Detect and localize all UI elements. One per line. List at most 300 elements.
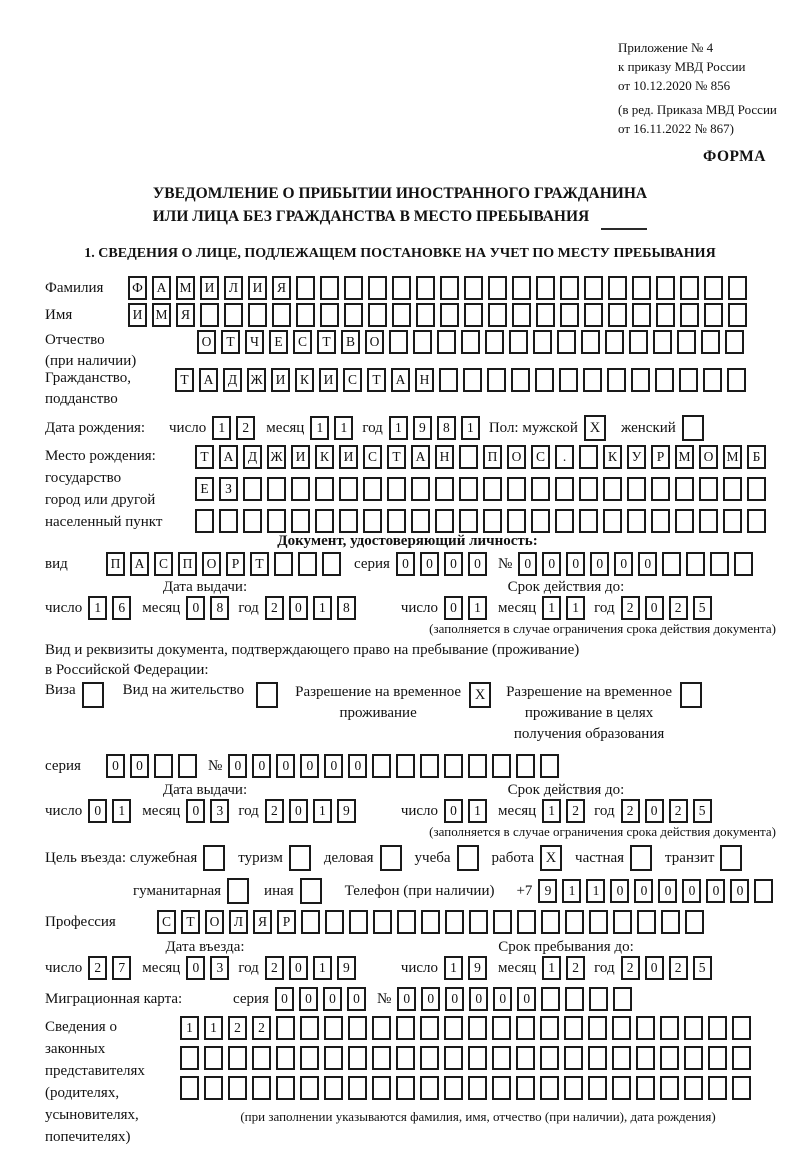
char-cell[interactable] [581,330,600,354]
char-cell[interactable] [564,1016,583,1040]
char-cell[interactable] [324,1016,343,1040]
char-cell[interactable] [320,303,339,327]
char-cell[interactable] [291,509,310,533]
char-cell[interactable] [516,1046,535,1070]
char-cell[interactable] [324,1046,343,1070]
char-cell[interactable]: 0 [645,799,664,823]
char-cell[interactable]: М [675,445,694,469]
char-cell[interactable] [629,330,648,354]
char-cell[interactable] [708,1076,727,1100]
char-cell[interactable] [420,1016,439,1040]
char-cell[interactable] [555,477,574,501]
char-cell[interactable] [559,368,578,392]
char-cell[interactable]: 9 [337,799,356,823]
char-cell[interactable]: 0 [396,552,415,576]
char-cell[interactable]: 0 [420,552,439,576]
char-cell[interactable] [274,552,293,576]
char-cell[interactable]: 0 [634,879,653,903]
char-cell[interactable]: 2 [669,956,688,980]
char-cell[interactable]: Н [435,445,454,469]
char-cell[interactable] [675,509,694,533]
char-cell[interactable] [584,276,603,300]
char-cell[interactable]: С [293,330,312,354]
char-cell[interactable]: 1 [334,416,353,440]
char-cell[interactable]: О [197,330,216,354]
char-cell[interactable] [219,509,238,533]
char-cell[interactable] [252,1046,271,1070]
char-cell[interactable] [483,477,502,501]
char-cell[interactable]: 9 [413,416,432,440]
char-cell[interactable] [540,1016,559,1040]
char-cell[interactable] [655,368,674,392]
char-cell[interactable]: 7 [112,956,131,980]
char-cell[interactable]: 0 [638,552,657,576]
char-cell[interactable]: 0 [645,596,664,620]
char-cell[interactable] [324,1076,343,1100]
char-cell[interactable]: П [106,552,125,576]
char-cell[interactable]: П [178,552,197,576]
char-cell[interactable]: Т [387,445,406,469]
char-cell[interactable] [612,1076,631,1100]
char-cell[interactable]: 1 [88,596,107,620]
char-cell[interactable]: 0 [347,987,366,1011]
char-cell[interactable] [493,910,512,934]
char-cell[interactable] [296,303,315,327]
char-cell[interactable]: 9 [468,956,487,980]
char-cell[interactable]: 1 [542,799,561,823]
char-cell[interactable] [492,1076,511,1100]
char-cell[interactable] [272,303,291,327]
residence-permit-checkbox[interactable] [256,682,278,708]
char-cell[interactable]: 0 [275,987,294,1011]
char-cell[interactable] [464,303,483,327]
male-checkbox[interactable]: X [584,415,606,441]
char-cell[interactable]: У [627,445,646,469]
char-cell[interactable]: М [152,303,171,327]
char-cell[interactable]: А [411,445,430,469]
char-cell[interactable] [675,477,694,501]
char-cell[interactable] [656,276,675,300]
char-cell[interactable] [444,754,463,778]
char-cell[interactable]: О [699,445,718,469]
char-cell[interactable]: С [531,445,550,469]
char-cell[interactable]: Т [181,910,200,934]
char-cell[interactable] [315,509,334,533]
char-cell[interactable]: 0 [517,987,536,1011]
char-cell[interactable] [557,330,576,354]
char-cell[interactable]: 5 [693,799,712,823]
char-cell[interactable]: 0 [658,879,677,903]
char-cell[interactable] [291,477,310,501]
char-cell[interactable] [507,477,526,501]
char-cell[interactable] [512,303,531,327]
char-cell[interactable] [734,552,753,576]
char-cell[interactable] [492,1046,511,1070]
char-cell[interactable] [588,1076,607,1100]
char-cell[interactable] [228,1076,247,1100]
char-cell[interactable] [348,1016,367,1040]
char-cell[interactable] [583,368,602,392]
char-cell[interactable] [228,1046,247,1070]
char-cell[interactable] [613,910,632,934]
char-cell[interactable]: 0 [186,596,205,620]
char-cell[interactable] [613,987,632,1011]
study-checkbox[interactable] [457,845,479,871]
char-cell[interactable] [651,477,670,501]
char-cell[interactable]: 9 [337,956,356,980]
char-cell[interactable] [322,552,341,576]
char-cell[interactable] [459,509,478,533]
char-cell[interactable]: О [205,910,224,934]
char-cell[interactable] [483,509,502,533]
char-cell[interactable] [680,276,699,300]
char-cell[interactable] [488,303,507,327]
char-cell[interactable]: Т [221,330,240,354]
char-cell[interactable] [680,303,699,327]
char-cell[interactable] [416,276,435,300]
char-cell[interactable]: К [315,445,334,469]
char-cell[interactable] [298,552,317,576]
char-cell[interactable] [541,910,560,934]
char-cell[interactable] [699,477,718,501]
char-cell[interactable] [512,276,531,300]
char-cell[interactable]: 2 [621,956,640,980]
char-cell[interactable]: Д [243,445,262,469]
char-cell[interactable]: 1 [313,799,332,823]
char-cell[interactable]: 1 [586,879,605,903]
char-cell[interactable] [368,303,387,327]
char-cell[interactable]: 0 [590,552,609,576]
char-cell[interactable] [540,754,559,778]
char-cell[interactable]: 0 [323,987,342,1011]
char-cell[interactable] [339,509,358,533]
char-cell[interactable] [607,368,626,392]
char-cell[interactable] [632,303,651,327]
char-cell[interactable] [459,477,478,501]
char-cell[interactable] [660,1076,679,1100]
char-cell[interactable]: С [363,445,382,469]
char-cell[interactable]: 1 [212,416,231,440]
char-cell[interactable] [243,509,262,533]
tourism-checkbox[interactable] [289,845,311,871]
char-cell[interactable] [516,1076,535,1100]
char-cell[interactable] [440,303,459,327]
char-cell[interactable]: И [200,276,219,300]
char-cell[interactable]: 0 [645,956,664,980]
char-cell[interactable] [701,330,720,354]
char-cell[interactable] [468,754,487,778]
char-cell[interactable] [636,1046,655,1070]
char-cell[interactable] [444,1016,463,1040]
char-cell[interactable] [747,509,766,533]
char-cell[interactable]: 1 [180,1016,199,1040]
char-cell[interactable] [420,1076,439,1100]
char-cell[interactable]: 0 [186,799,205,823]
char-cell[interactable]: И [128,303,147,327]
char-cell[interactable] [396,1076,415,1100]
char-cell[interactable] [435,509,454,533]
char-cell[interactable] [420,1046,439,1070]
char-cell[interactable] [732,1046,751,1070]
char-cell[interactable] [397,910,416,934]
char-cell[interactable] [684,1016,703,1040]
char-cell[interactable] [464,276,483,300]
char-cell[interactable] [703,368,722,392]
char-cell[interactable] [439,368,458,392]
char-cell[interactable] [276,1076,295,1100]
char-cell[interactable] [686,552,705,576]
char-cell[interactable] [661,910,680,934]
char-cell[interactable]: В [341,330,360,354]
transit-checkbox[interactable] [720,845,742,871]
char-cell[interactable]: Я [176,303,195,327]
char-cell[interactable] [468,1046,487,1070]
char-cell[interactable] [704,276,723,300]
char-cell[interactable]: 3 [210,956,229,980]
char-cell[interactable] [754,879,773,903]
char-cell[interactable]: 0 [493,987,512,1011]
temp-residence-checkbox[interactable]: X [469,682,491,708]
char-cell[interactable] [348,1046,367,1070]
char-cell[interactable]: 0 [348,754,367,778]
char-cell[interactable]: 2 [265,956,284,980]
char-cell[interactable] [468,1016,487,1040]
char-cell[interactable] [536,276,555,300]
char-cell[interactable]: К [603,445,622,469]
char-cell[interactable]: Р [226,552,245,576]
char-cell[interactable] [685,910,704,934]
char-cell[interactable]: Е [195,477,214,501]
char-cell[interactable]: Т [250,552,269,576]
char-cell[interactable]: Т [317,330,336,354]
char-cell[interactable] [463,368,482,392]
char-cell[interactable] [387,477,406,501]
char-cell[interactable] [492,754,511,778]
char-cell[interactable] [660,1046,679,1070]
char-cell[interactable] [723,509,742,533]
char-cell[interactable] [589,910,608,934]
visa-checkbox[interactable] [82,682,104,708]
char-cell[interactable]: Ж [267,445,286,469]
char-cell[interactable]: 0 [324,754,343,778]
char-cell[interactable] [516,1016,535,1040]
char-cell[interactable]: Б [747,445,766,469]
char-cell[interactable] [632,276,651,300]
char-cell[interactable]: К [295,368,314,392]
char-cell[interactable] [677,330,696,354]
char-cell[interactable] [372,1016,391,1040]
char-cell[interactable]: Л [224,276,243,300]
char-cell[interactable] [728,303,747,327]
char-cell[interactable] [348,1076,367,1100]
char-cell[interactable]: О [202,552,221,576]
char-cell[interactable] [627,509,646,533]
char-cell[interactable]: 2 [566,799,585,823]
char-cell[interactable] [200,303,219,327]
char-cell[interactable] [363,477,382,501]
char-cell[interactable]: 2 [621,596,640,620]
char-cell[interactable]: 2 [265,596,284,620]
char-cell[interactable] [612,1046,631,1070]
char-cell[interactable]: 1 [204,1016,223,1040]
char-cell[interactable] [459,445,478,469]
char-cell[interactable]: 5 [693,596,712,620]
char-cell[interactable]: С [157,910,176,934]
char-cell[interactable] [224,303,243,327]
char-cell[interactable]: З [219,477,238,501]
char-cell[interactable]: 0 [397,987,416,1011]
char-cell[interactable] [555,509,574,533]
char-cell[interactable] [487,368,506,392]
char-cell[interactable]: Ж [247,368,266,392]
char-cell[interactable] [636,1076,655,1100]
char-cell[interactable]: Т [195,445,214,469]
char-cell[interactable]: 6 [112,596,131,620]
char-cell[interactable] [579,509,598,533]
char-cell[interactable]: 1 [112,799,131,823]
char-cell[interactable] [300,1016,319,1040]
char-cell[interactable]: И [319,368,338,392]
char-cell[interactable]: 2 [566,956,585,980]
char-cell[interactable] [656,303,675,327]
char-cell[interactable]: 2 [669,596,688,620]
char-cell[interactable]: Ч [245,330,264,354]
char-cell[interactable] [204,1076,223,1100]
char-cell[interactable] [531,509,550,533]
char-cell[interactable]: М [176,276,195,300]
char-cell[interactable]: 0 [300,754,319,778]
char-cell[interactable]: Р [277,910,296,934]
char-cell[interactable] [411,477,430,501]
char-cell[interactable]: 0 [682,879,701,903]
business-checkbox[interactable] [380,845,402,871]
char-cell[interactable] [531,477,550,501]
char-cell[interactable] [267,477,286,501]
official-checkbox[interactable] [203,845,225,871]
char-cell[interactable] [154,754,173,778]
char-cell[interactable] [387,509,406,533]
char-cell[interactable] [276,1016,295,1040]
char-cell[interactable]: 0 [289,956,308,980]
char-cell[interactable]: 0 [421,987,440,1011]
female-checkbox[interactable] [682,415,704,441]
char-cell[interactable]: А [130,552,149,576]
char-cell[interactable] [372,1076,391,1100]
char-cell[interactable]: 5 [693,956,712,980]
char-cell[interactable]: 1 [461,416,480,440]
char-cell[interactable] [725,330,744,354]
char-cell[interactable]: 0 [299,987,318,1011]
char-cell[interactable] [564,1076,583,1100]
char-cell[interactable] [349,910,368,934]
char-cell[interactable] [612,1016,631,1040]
char-cell[interactable]: 1 [389,416,408,440]
char-cell[interactable] [488,276,507,300]
char-cell[interactable] [413,330,432,354]
char-cell[interactable]: 0 [706,879,725,903]
char-cell[interactable]: Р [651,445,670,469]
char-cell[interactable] [243,477,262,501]
char-cell[interactable]: 1 [468,596,487,620]
char-cell[interactable] [536,303,555,327]
char-cell[interactable]: И [339,445,358,469]
char-cell[interactable] [411,509,430,533]
char-cell[interactable]: 8 [337,596,356,620]
char-cell[interactable] [372,1046,391,1070]
char-cell[interactable] [747,477,766,501]
char-cell[interactable]: 0 [469,987,488,1011]
char-cell[interactable]: 0 [518,552,537,576]
char-cell[interactable]: А [199,368,218,392]
char-cell[interactable]: А [391,368,410,392]
char-cell[interactable]: 8 [437,416,456,440]
char-cell[interactable]: 0 [130,754,149,778]
char-cell[interactable]: 0 [252,754,271,778]
char-cell[interactable]: 9 [538,879,557,903]
char-cell[interactable] [727,368,746,392]
char-cell[interactable]: Т [175,368,194,392]
char-cell[interactable]: 0 [445,987,464,1011]
char-cell[interactable] [728,276,747,300]
char-cell[interactable] [396,1016,415,1040]
char-cell[interactable] [396,1046,415,1070]
char-cell[interactable] [180,1076,199,1100]
temp-residence-education-checkbox[interactable] [680,682,702,708]
char-cell[interactable] [437,330,456,354]
char-cell[interactable] [540,1076,559,1100]
char-cell[interactable]: М [723,445,742,469]
char-cell[interactable] [267,509,286,533]
char-cell[interactable] [344,303,363,327]
char-cell[interactable] [178,754,197,778]
char-cell[interactable] [541,987,560,1011]
char-cell[interactable] [396,754,415,778]
char-cell[interactable]: 2 [236,416,255,440]
char-cell[interactable] [684,1076,703,1100]
char-cell[interactable]: 2 [88,956,107,980]
char-cell[interactable] [732,1016,751,1040]
char-cell[interactable] [560,276,579,300]
char-cell[interactable]: С [343,368,362,392]
char-cell[interactable] [603,477,622,501]
char-cell[interactable] [608,303,627,327]
char-cell[interactable]: 0 [444,552,463,576]
char-cell[interactable]: 1 [542,596,561,620]
char-cell[interactable] [180,1046,199,1070]
char-cell[interactable]: 2 [669,799,688,823]
char-cell[interactable]: 0 [106,754,125,778]
char-cell[interactable]: А [152,276,171,300]
char-cell[interactable] [560,303,579,327]
work-checkbox[interactable]: X [540,845,562,871]
char-cell[interactable] [579,445,598,469]
char-cell[interactable] [723,477,742,501]
char-cell[interactable] [296,276,315,300]
char-cell[interactable]: П [483,445,502,469]
char-cell[interactable]: 0 [88,799,107,823]
char-cell[interactable]: 1 [313,596,332,620]
char-cell[interactable]: Ф [128,276,147,300]
char-cell[interactable]: 0 [614,552,633,576]
char-cell[interactable]: 8 [210,596,229,620]
char-cell[interactable] [421,910,440,934]
char-cell[interactable] [653,330,672,354]
char-cell[interactable] [589,987,608,1011]
char-cell[interactable] [631,368,650,392]
char-cell[interactable] [565,987,584,1011]
char-cell[interactable] [732,1076,751,1100]
char-cell[interactable]: 1 [562,879,581,903]
